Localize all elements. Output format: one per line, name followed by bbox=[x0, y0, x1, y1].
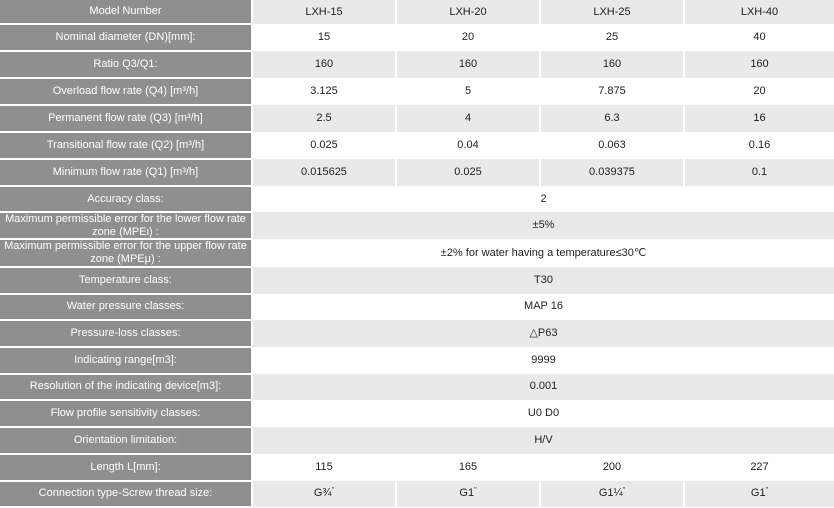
cell-value: 40 bbox=[684, 24, 834, 51]
merged-value: H/V bbox=[252, 427, 834, 454]
row-label: Resolution of the indicating device[m3]: bbox=[0, 374, 252, 400]
cell-value: 0.015625 bbox=[252, 159, 396, 186]
cell-value: 200 bbox=[540, 454, 684, 481]
merged-value: U0 D0 bbox=[252, 400, 834, 427]
row-label: Maximum permissible error for the lower flow rate zone (MPEι) : bbox=[0, 212, 252, 239]
cell-value bbox=[252, 481, 396, 507]
row-label: Water pressure classes: bbox=[0, 294, 252, 320]
spec-row bbox=[0, 427, 834, 454]
cell-value: 25 bbox=[540, 24, 684, 51]
spec-row bbox=[0, 24, 834, 51]
merged-value: 9999 bbox=[252, 347, 834, 374]
cell-value: 160 bbox=[684, 51, 834, 78]
row-label: Orientation limitation: bbox=[0, 427, 252, 454]
cell-value: 0.16 bbox=[684, 132, 834, 159]
inch-mark: " bbox=[622, 487, 626, 495]
model-header: LXH-40 bbox=[684, 0, 834, 24]
inch-mark: " bbox=[474, 487, 477, 495]
cell-value: 0.025 bbox=[252, 132, 396, 159]
model-header: LXH-25 bbox=[540, 0, 684, 24]
merged-value: 0.001 bbox=[252, 374, 834, 400]
row-label: Ratio Q3/Q1: bbox=[0, 51, 252, 78]
row-label: Temperature class: bbox=[0, 267, 252, 294]
row-label: Maximum permissible error for the upper flow rate zone (MPEμ) : bbox=[0, 239, 252, 266]
cell-value: 7.875 bbox=[540, 78, 684, 105]
spec-row bbox=[0, 239, 834, 266]
row-label: Accuracy class: bbox=[0, 186, 252, 212]
spec-row bbox=[0, 159, 834, 186]
cell-value: 20 bbox=[684, 78, 834, 105]
spec-row bbox=[0, 105, 834, 132]
row-label: Minimum flow rate (Q1) [m³/h] bbox=[0, 159, 252, 186]
cell-value: 0.025 bbox=[396, 159, 540, 186]
cell-value: 3.125 bbox=[252, 78, 396, 105]
spec-row bbox=[0, 374, 834, 400]
cell-value: 0.039375 bbox=[540, 159, 684, 186]
cell-value: 5 bbox=[396, 78, 540, 105]
merged-value: 2 bbox=[252, 186, 834, 212]
spec-row bbox=[0, 186, 834, 212]
merged-value: ±5% bbox=[252, 212, 834, 239]
thread-size: G1¼ bbox=[598, 487, 623, 500]
merged-value: △P63 bbox=[252, 320, 834, 347]
row-label: Nominal diameter (DN)[mm]: bbox=[0, 24, 252, 51]
row-label: Length L[mm]: bbox=[0, 454, 252, 481]
cell-value: 2.5 bbox=[252, 105, 396, 132]
row-label: Indicating range[m3]: bbox=[0, 347, 252, 374]
header-row bbox=[0, 0, 834, 24]
cell-value: 6.3 bbox=[540, 105, 684, 132]
spec-row bbox=[0, 454, 834, 481]
cell-value: 0.1 bbox=[684, 159, 834, 186]
spec-row bbox=[0, 347, 834, 374]
spec-row bbox=[0, 212, 834, 239]
merged-value: ±2% for water having a temperature≤30℃ bbox=[252, 239, 834, 266]
cell-value: 160 bbox=[540, 51, 684, 78]
cell-value bbox=[396, 481, 540, 507]
spec-row bbox=[0, 267, 834, 294]
thread-size: G1 bbox=[750, 487, 766, 500]
cell-value: 20 bbox=[396, 24, 540, 51]
cell-value: 0.063 bbox=[540, 132, 684, 159]
cell-value bbox=[540, 481, 684, 507]
row-label: Pressure-loss classes: bbox=[0, 320, 252, 347]
cell-value: 115 bbox=[252, 454, 396, 481]
merged-value: T30 bbox=[252, 267, 834, 294]
merged-value: MAP 16 bbox=[252, 294, 834, 320]
header-label: Model Number bbox=[0, 0, 252, 24]
row-label: Connection type-Screw thread size: bbox=[0, 481, 252, 507]
spec-row bbox=[0, 481, 834, 507]
cell-value: 16 bbox=[684, 105, 834, 132]
cell-value: 15 bbox=[252, 24, 396, 51]
model-header: LXH-20 bbox=[396, 0, 540, 24]
inch-mark: " bbox=[765, 487, 769, 495]
thread-size: G¾ bbox=[313, 487, 332, 500]
inch-mark: " bbox=[331, 487, 335, 495]
cell-value: 165 bbox=[396, 454, 540, 481]
cell-value bbox=[684, 481, 834, 507]
spec-row bbox=[0, 132, 834, 159]
row-label: Permanent flow rate (Q3) [m³/h] bbox=[0, 105, 252, 132]
row-label: Flow profile sensitivity classes: bbox=[0, 400, 252, 427]
cell-value: 160 bbox=[252, 51, 396, 78]
cell-value: 160 bbox=[396, 51, 540, 78]
row-label: Overload flow rate (Q4) [m³/h] bbox=[0, 78, 252, 105]
thread-size: G1 bbox=[459, 487, 475, 500]
cell-value: 227 bbox=[684, 454, 834, 481]
spec-row bbox=[0, 400, 834, 427]
spec-row bbox=[0, 78, 834, 105]
model-header: LXH-15 bbox=[252, 0, 396, 24]
cell-value: 4 bbox=[396, 105, 540, 132]
spec-row bbox=[0, 51, 834, 78]
spec-row bbox=[0, 294, 834, 320]
spec-row bbox=[0, 320, 834, 347]
row-label: Transitional flow rate (Q2) [m³/h] bbox=[0, 132, 252, 159]
cell-value: 0.04 bbox=[396, 132, 540, 159]
